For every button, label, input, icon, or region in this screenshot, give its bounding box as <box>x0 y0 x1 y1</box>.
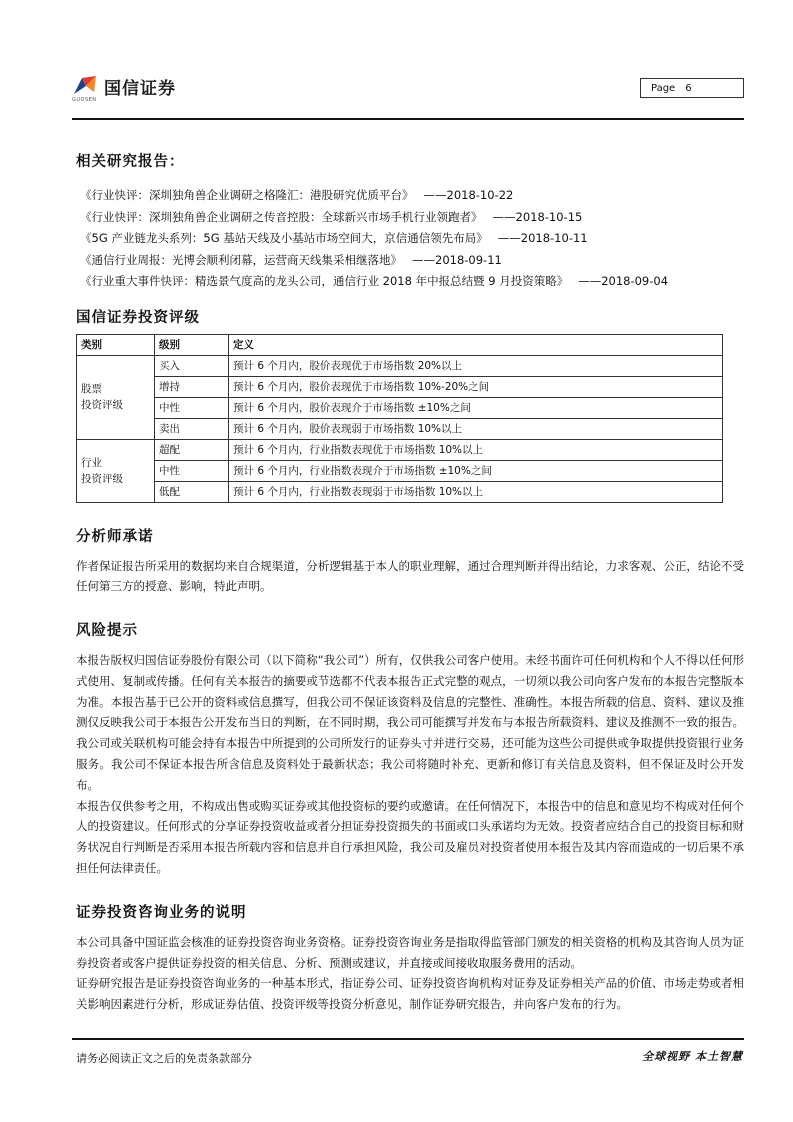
table-row <box>77 397 723 418</box>
risk-paragraph-1: 本报告版权归国信证券股份有限公司（以下简称“我公司”）所有，仅供我公司客户使用。未经书面许可任何机构和个人不得以任何形式使用、复制或传播。任何有关本报告的摘要或节选都不代表本报告正式完整的观点，一切须以我公司向客户发布的本报告完整版本为准。本报告基于已公开的资料或信息撰写，但我公司不保证该资料及信息的完整性、准确性。本报告所载的信息、资料、建议及推测仅反映我公司于本报告公开发布当日的判断，在不同时期，我公司可能撰写并发布与本报告所载资料、建议及推测不一致的报告。我公司或关联机构可能会持有本报告中所提到的公司所发行的证券头寸并进行交易，还可能为这些公司提供或争取提供投资银行业务服务。我公司不保证本报告所含信息及资料处于最新状态；我公司将随时补充、更新和修订有关信息及资料，但不保证及时公开发布。 <box>76 653 744 792</box>
category-line: 投资评级 <box>81 472 123 485</box>
rating-definition: 预计 6 个月内，股价表现优于市场指数 10%-20%之间 <box>229 376 723 397</box>
report-date: ——2018-10-15 <box>492 209 583 224</box>
rating-level: 低配 <box>155 481 229 502</box>
report-date: ——2018-10-22 <box>423 188 514 202</box>
page-label: Page <box>651 83 676 94</box>
related-report-item[interactable] <box>80 185 744 207</box>
related-report-item[interactable] <box>80 228 744 250</box>
report-title: 《行业快评：深圳独角兽企业调研之传音控股：全球新兴市场手机行业领跑者》 <box>80 209 483 224</box>
risk-section-title: 风险提示 <box>76 623 138 640</box>
report-date: ——2018-09-11 <box>412 252 502 267</box>
consulting-paragraph-1: 本公司具备中国证监会核准的证券投资咨询业务资格。证券投资咨询业务是指取得监管部门颁发的相关资格的机构及其咨询人员为证券投资者或客户提供证券投资的相关信息、分析、预测或建议，并直接或间接收取服务费用的活动。 <box>76 934 744 970</box>
rating-level: 中性 <box>155 397 229 418</box>
risk-paragraph-2: 本报告仅供参考之用，不构成出售或购买证券或其他投资标的要约或邀请。在任何情况下，本报告中的信息和意见均不构成对任何个人的投资建议。任何形式的分享证券投资收益或者分担证券投资损失的书面或口头承诺均为无效。投资者应结合自己的投资目标和财务状况自行判断是否采用本报告所载内容和信息并自行承担风险，我公司及雇员对投资者使用本报告及其内容而造成的一切后果不承担任何法律责任。 <box>76 798 744 876</box>
rating-level: 超配 <box>155 439 229 460</box>
consulting-section-title: 证券投资咨询业务的说明 <box>76 904 247 921</box>
page-number: 6 <box>685 83 692 94</box>
page-indicator <box>640 78 744 98</box>
related-report-item[interactable] <box>80 271 744 293</box>
rating-definition: 预计 6 个月内，股价表现弱于市场指数 10%以上 <box>229 418 723 439</box>
guosen-logo-icon <box>72 72 98 98</box>
header-definition: 定义 <box>229 334 723 355</box>
header-divider <box>72 118 744 120</box>
rating-definition: 预计 6 个月内，股价表现介于市场指数 ±10%之间 <box>229 397 723 418</box>
rating-level: 买入 <box>155 355 229 376</box>
related-report-item[interactable] <box>80 250 744 272</box>
report-title: 《通信行业周报：光博会顺利闭幕，运营商天线集采相继落地》 <box>80 252 402 267</box>
table-row <box>77 376 723 397</box>
rating-level: 卖出 <box>155 418 229 439</box>
logo-text: 国信证券 <box>104 79 176 99</box>
table-row <box>77 460 723 481</box>
report-title: 《5G 产业链龙头系列：5G 基站天线及小基站市场空间大，京信通信领先布局》 <box>80 231 488 245</box>
consulting-paragraph-2: 证券研究报告是证券投资咨询业务的一种基本形式，指证券公司、证券投资咨询机构对证券及证券相关产品的价值、市场走势或者相关影响因素进行分析，形成证券估值、投资评级等投资分析意见，制作证券研究报告，并向客户发布的行为。 <box>76 976 744 1012</box>
rating-section-title: 国信证券投资评级 <box>76 309 200 326</box>
analyst-section-title: 分析师承诺 <box>76 528 154 545</box>
table-row <box>77 418 723 439</box>
rating-definition: 预计 6 个月内，行业指数表现弱于市场指数 10%以上 <box>229 481 723 502</box>
table-row <box>77 355 723 376</box>
table-header-row <box>77 334 723 355</box>
rating-level: 增持 <box>155 376 229 397</box>
report-title: 《行业重大事件快评：精选景气度高的龙头公司，通信行业 2018 年中报总结暨 9 月投资策略》 <box>80 274 569 288</box>
company-logo <box>72 70 202 106</box>
category-line: 股票 <box>81 383 102 395</box>
footer-slogan: 全球视野 本土智慧 <box>642 1050 743 1063</box>
page-header <box>72 70 744 122</box>
category-line: 投资评级 <box>81 399 123 411</box>
rating-definition: 预计 6 个月内，行业指数表现介于市场指数 ±10%之间 <box>229 460 723 481</box>
analyst-statement: 作者保证报告所采用的数据均来自合规渠道，分析逻辑基于本人的职业理解，通过合理判断并得出结论，力求客观、公正，结论不受任何第三方的授意、影响，特此声明。 <box>76 558 744 594</box>
table-row <box>77 439 723 460</box>
table-row <box>77 481 723 502</box>
header-level: 级别 <box>155 334 229 355</box>
header-category: 类别 <box>77 334 155 355</box>
industry-rating-category <box>77 439 155 502</box>
report-title: 《行业快评：深圳独角兽企业调研之格隆汇：港股研究优质平台》 <box>80 188 414 202</box>
footer-divider <box>72 1038 744 1040</box>
related-reports-list <box>76 185 744 293</box>
stock-rating-category <box>77 355 155 439</box>
rating-table <box>76 334 723 503</box>
related-reports-title: 相关研究报告： <box>76 154 185 170</box>
category-line: 行业 <box>81 456 102 469</box>
related-report-item[interactable] <box>80 207 744 229</box>
report-date: ——2018-09-04 <box>578 274 669 288</box>
rating-level: 中性 <box>155 460 229 481</box>
logo-subtext: GUOSEN <box>72 97 97 103</box>
report-date: ——2018-10-11 <box>497 231 588 245</box>
footer-disclaimer-note: 请务必阅读正文之后的免责条款部分 <box>76 1052 252 1065</box>
rating-definition: 预计 6 个月内，行业指数表现优于市场指数 10%以上 <box>229 439 723 460</box>
rating-definition: 预计 6 个月内，股价表现优于市场指数 20%以上 <box>229 355 723 376</box>
main-content <box>76 150 744 1015</box>
